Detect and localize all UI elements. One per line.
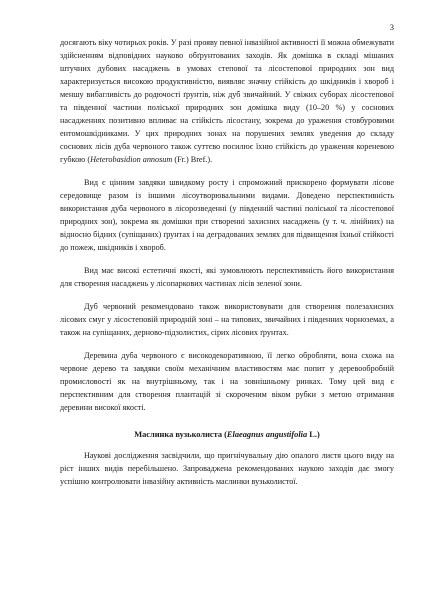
paragraph-2: Вид є цінним завдяки швидкому росту і спроможний прискорено формувати лісове середовище разом із іншими лісоутворювальними видами. Доведено перспективність використання дуба червоного в лісорозведенні (у південній частині поліської та лісостепової природних зон), зокрема як домішки при створенні захисних насаджень (у т. ч. лінійних) на відносно бідних (супіщаних) ґрунтах і на деградованих землях для підвищення їхньої стійкості до пожеж, шкідників і хвороб. [60,178,394,252]
section-heading-author: L. [309,430,317,439]
section-heading: Маслинка вузьколиста (Elaeagnus angustifolia L.) [134,430,320,439]
section-heading-latin-name: Elaeagnus angustifolia [226,430,308,439]
page-number: 3 [389,22,394,32]
body-text [60,36,394,488]
latin-name: Heterobasidion annosum [90,155,173,164]
paragraph-3: Вид має високі естетичні якості, які зумовлюють перспективність його використання для створення насаджень у лісопаркових частинах лісів зеленої зони. [60,266,394,288]
section-heading-title: Маслинка вузьколиста [134,430,223,439]
paragraph-1: досягають віку чотирьох років. У разі прояву певної інвазійної активності її можна обмежувати здійсненням відповідних науково обґрунтованих заходів. Як домішка в складі мішаних штучних дубових насаджень в умовах степової та лісостепової природних зон вид характеризується високою продуктивністю, виявляє значну стійкість до шкідників і хвороб і меншу вибагливість до родючості ґрунтів, ніж дуб звичайний. У свіжих суборах лісостепової та південної частини поліської природних зон домішка виду (10–20 %) у соснових насадженнях позитивно впливає на стійкість лісостану, зокрема до ураження стовбуровими ентомошкідниками. У цих природних зонах на порушених землях уведення до складу соснових лісів дуба червоного також суттєво посилює їхню стійкість до ураження кореневою губкою (Heterobasidion annosum (Fr.) Bref.). [60,38,394,164]
paragraph-5: Деревина дуба червоного є високодекоративною, її легко обробляти, вона схожа на червоне дерево та завдяки своїм механічним властивостям має попит у деревообробній промисловості як на внутрішньому, так і на зовнішньому ринках. Тому цей вид є перспективним для створення плантацій зі скороченим віком рубки з метою отримання деревини високої якості. [60,351,394,412]
section-paragraph: Наукові дослідження засвідчили, що пригнічувальну дію опалого листя цього виду на ріст інших видів перебільшено. Запроваджена рекомендованих наукою заходів дає змогу успішно контролювати інвазійну активність маслинки вузьколистої. [60,451,394,486]
paragraph-4: Дуб червоний рекомендовано також використовувати для створення полезахисних лісових смуг у лісостеповій природній зоні – на типових, звичайних і південних чорноземах, а також на супіщаних, дерново-підзолистих, сірих лісових ґрунтах. [60,302,394,337]
